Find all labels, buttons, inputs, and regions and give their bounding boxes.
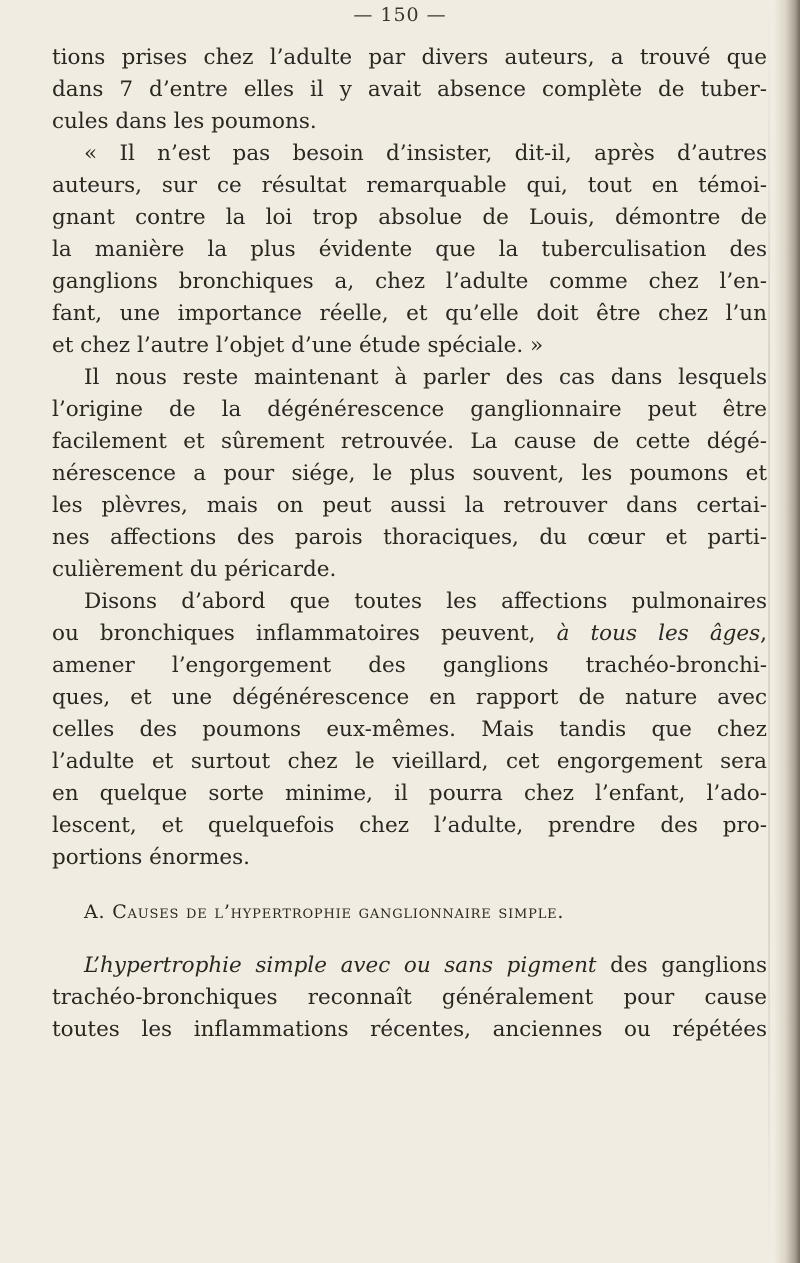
section-letter: A. bbox=[84, 901, 106, 923]
text-line: celles des poumons eux-mêmes. Mais tandis que chez bbox=[52, 717, 767, 742]
italic-fragment: L’hypertrophie simple avec ou sans pigment bbox=[84, 953, 597, 978]
text-line: dans 7 d’entre elles il y avait absence complète de tuber- bbox=[52, 77, 767, 102]
text-line: en quelque sorte minime, il pourra chez l’enfant, l’ado- bbox=[52, 781, 767, 806]
text-line: Il nous reste maintenant à parler des cas dans lesquels bbox=[84, 365, 767, 390]
text-line: trachéo-bronchiques reconnaît généralement pour cause bbox=[52, 985, 767, 1010]
page-edge-shadow bbox=[774, 0, 800, 1263]
text-fragment: des ganglions bbox=[596, 953, 767, 978]
text-line: l’adulte et surtout chez le vieillard, cet engorgement sera bbox=[52, 749, 767, 774]
text-line: et chez l’autre l’objet d’une étude spéciale. » bbox=[52, 333, 544, 358]
section-title: Causes de l’hypertrophie ganglionnaire simple. bbox=[112, 901, 565, 923]
text-line: ques, et une dégénérescence en rapport de nature avec bbox=[52, 685, 767, 710]
text-line: l’origine de la dégénérescence ganglionnaire peut être bbox=[52, 397, 767, 422]
text-line: cules dans les poumons. bbox=[52, 109, 317, 134]
text-line: nes affections des parois thoraciques, du cœur et parti- bbox=[52, 525, 767, 550]
paragraph-affections bbox=[52, 586, 767, 874]
paragraph-origin bbox=[52, 362, 767, 586]
text-line: les plèvres, mais on peut aussi la retrouver dans certai- bbox=[52, 493, 767, 518]
text-fragment: , bbox=[760, 621, 767, 646]
paragraph-quotation bbox=[52, 138, 767, 362]
text-line: facilement et sûrement retrouvée. La cause de cette dégé- bbox=[52, 429, 767, 454]
text-line: tions prises chez l’adulte par divers auteurs, a trouvé que bbox=[52, 45, 767, 70]
spacer bbox=[52, 874, 767, 896]
text-line: fant, une importance réelle, et qu’elle doit être chez l’un bbox=[52, 301, 767, 326]
text-line: lescent, et quelquefois chez l’adulte, prendre des pro- bbox=[52, 813, 767, 838]
paragraph-continuation bbox=[52, 42, 767, 138]
text-line: gnant contre la loi trop absolue de Louis, démontre de bbox=[52, 205, 767, 230]
text-line: toutes les inflammations récentes, anciennes ou répétées bbox=[52, 1017, 767, 1042]
text-line: culièrement du péricarde. bbox=[52, 557, 337, 582]
body-text bbox=[52, 42, 767, 1046]
section-heading bbox=[52, 896, 767, 928]
page-fold-line bbox=[768, 0, 770, 1263]
italic-fragment: à tous les âges bbox=[556, 621, 761, 646]
text-fragment: ou bronchiques inflammatoires peuvent, bbox=[52, 621, 536, 646]
text-line: portions énormes. bbox=[52, 845, 250, 870]
text-line: nérescence a pour siége, le plus souvent, les poumons et bbox=[52, 461, 767, 486]
paragraph-final bbox=[52, 950, 767, 1046]
text-line: ganglions bronchiques a, chez l’adulte comme chez l’en- bbox=[52, 269, 767, 294]
text-line: « Il n’est pas besoin d’insister, dit-il, après d’autres bbox=[84, 141, 767, 166]
text-line: Disons d’abord que toutes les affections pulmonaires bbox=[84, 589, 767, 614]
text-line: la manière la plus évidente que la tuberculisation des bbox=[52, 237, 767, 262]
text-line-with-italic bbox=[52, 950, 767, 982]
text-line: auteurs, sur ce résultat remarquable qui, tout en témoi- bbox=[52, 173, 767, 198]
page-number: — 150 — bbox=[353, 4, 447, 26]
text-line-with-italic bbox=[52, 618, 767, 650]
text-line: amener l’engorgement des ganglions trachéo-bronchi- bbox=[52, 653, 767, 678]
spacer bbox=[52, 928, 767, 950]
